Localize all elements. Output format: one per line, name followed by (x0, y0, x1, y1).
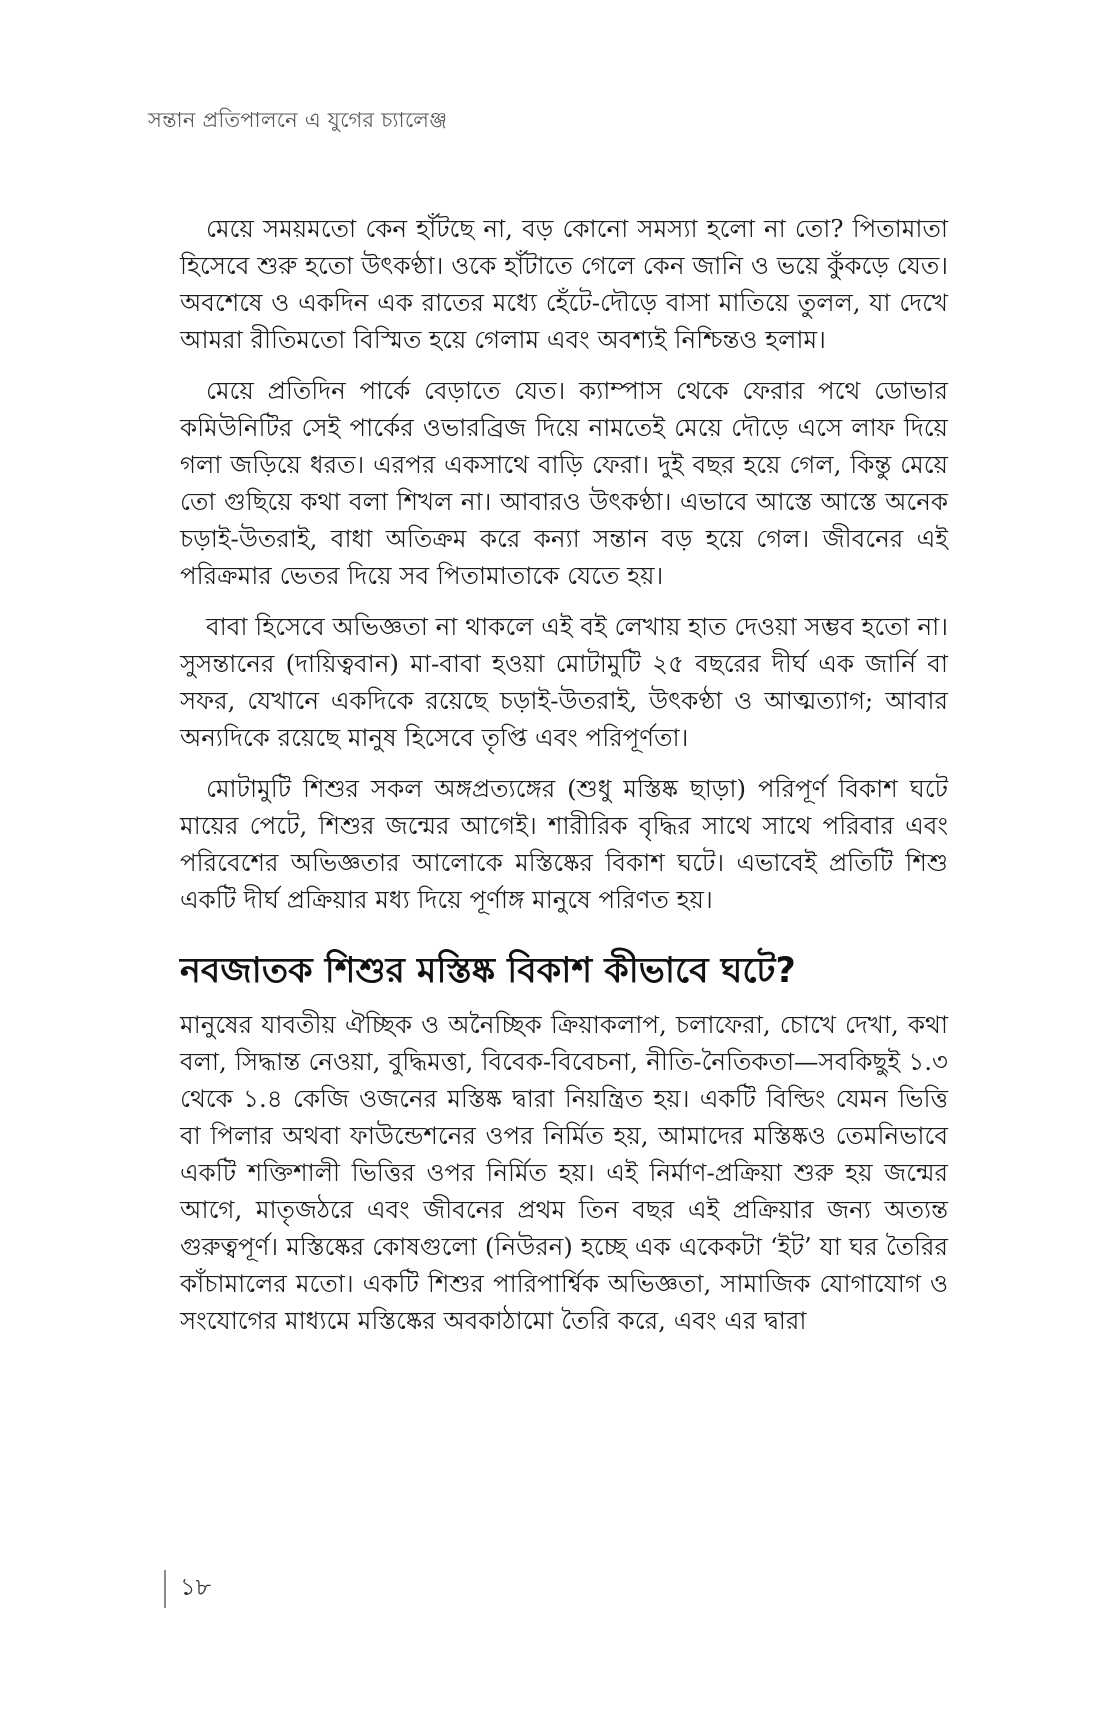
section-paragraph: মানুষের যাবতীয় ঐচ্ছিক ও অনৈচ্ছিক ক্রিয়াকলাপ, চলাফেরা, চোখে দেখা, কথা বলা, সিদ্ধান্ত নেওয়া, বুদ্ধিমত্তা, বিবেক-বিবেচনা, নীতি-নৈতিকতা—সবকিছুই ১.৩ থেকে ১.৪ কেজি ওজনের মস্তিষ্ক দ্বারা নিয়ন্ত্রিত হয়। একটি বিল্ডিং যেমন ভিত্তি বা পিলার অথবা ফাউন্ডেশনের ওপর নির্মিত হয়, আমাদের মস্তিষ্কও তেমনিভাবে একটি শক্তিশালী ভিত্তির ওপর নির্মিত হয়। এই নির্মাণ-প্রক্রিয়া শুরু হয় জন্মের আগে, মাতৃজঠরে এবং জীবনের প্রথম তিন বছর এই প্রক্রিয়ার জন্য অত্যন্ত গুরুত্বপূর্ণ। মস্তিষ্কের কোষগুলো (নিউরন) হচ্ছে এক একেকটা ‘ইট’ যা ঘর তৈরির কাঁচামালের মতো। একটি শিশুর পারিপার্শ্বিক অভিজ্ঞতা, সামাজিক যোগাযোগ ও সংযোগের মাধ্যমে মস্তিষ্কের অবকাঠামো তৈরি করে, এবং এর দ্বারা (180, 1010, 948, 1335)
page-number: ১৮ (180, 1573, 212, 1601)
paragraph: মোটামুটি শিশুর সকল অঙ্গপ্রত্যঙ্গের (শুধু মস্তিষ্ক ছাড়া) পরিপূর্ণ বিকাশ ঘটে মায়ের পেটে, শিশুর জন্মের আগেই। শারীরিক বৃদ্ধির সাথে সাথে পরিবার এবং পরিবেশের অভিজ্ঞতার আলোকে মস্তিষ্কের বিকাশ ঘটে। এভাবেই প্রতিটি শিশু একটি দীর্ঘ প্রক্রিয়ার মধ্য দিয়ে পূর্ণাঙ্গ মানুষে পরিণত হয়। (180, 774, 948, 914)
page-body (180, 210, 948, 1353)
page-footer (164, 1570, 211, 1608)
running-header: সন্তান প্রতিপালনে এ যুগের চ্যালেঞ্জ (148, 108, 448, 132)
paragraph: বাবা হিসেবে অভিজ্ঞতা না থাকলে এই বই লেখায় হাত দেওয়া সম্ভব হতো না। সুসন্তানের (দায়িত্ববান) মা-বাবা হওয়া মোটামুটি ২৫ বছরের দীর্ঘ এক জার্নি বা সফর, যেখানে একদিকে রয়েছে চড়াই-উতরাই, উৎকণ্ঠা ও আত্মত্যাগ; আবার অন্যদিকে রয়েছে মানুষ হিসেবে তৃপ্তি এবং পরিপূর্ণতা। (180, 612, 948, 752)
paragraph: মেয়ে প্রতিদিন পার্কে বেড়াতে যেত। ক্যাম্পাস থেকে ফেরার পথে ডোভার কমিউনিটির সেই পার্কের ওভারব্রিজ দিয়ে নামতেই মেয়ে দৌড়ে এসে লাফ দিয়ে গলা জড়িয়ে ধরত। এরপর একসাথে বাড়ি ফেরা। দুই বছর হয়ে গেল, কিন্তু মেয়ে তো গুছিয়ে কথা বলা শিখল না। আবারও উৎকণ্ঠা। এভাবে আস্তে আস্তে অনেক চড়াই-উতরাই, বাধা অতিক্রম করে কন্যা সন্তান বড় হয়ে গেল। জীবনের এই পরিক্রমার ভেতর দিয়ে সব পিতামাতাকে যেতে হয়। (180, 376, 949, 590)
paragraph: মেয়ে সময়মতো কেন হাঁটছে না, বড় কোনো সমস্যা হলো না তো? পিতামাতা হিসেবে শুরু হতো উৎকণ্ঠা। ওকে হাঁটাতে গেলে কেন জানি ও ভয়ে কুঁকড়ে যেত। অবশেষে ও একদিন এক রাতের মধ্যে হেঁটে-দৌড়ে বাসা মাতিয়ে তুলল, যা দেখে আমরা রীতিমতো বিস্মিত হয়ে গেলাম এবং অবশ্যই নিশ্চিন্তও হলাম। (180, 214, 948, 354)
footer-rule (164, 1570, 166, 1608)
section-heading: নবজাতক শিশুর মস্তিষ্ক বিকাশ কীভাবে ঘটে? (180, 951, 796, 991)
